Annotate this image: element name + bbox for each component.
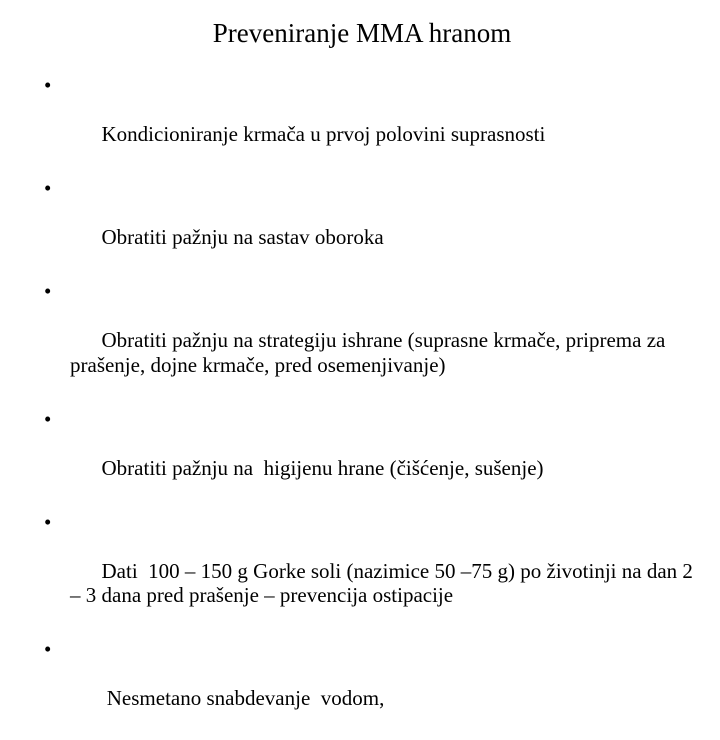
bullet-text: Kondicioniranje krmača u prvoj polovini suprasnosti: [101, 122, 546, 146]
bullet-item: [44, 73, 694, 171]
bullet-dot: •: [44, 176, 52, 200]
bullet-dot: •: [44, 73, 52, 97]
bullet-dot: •: [44, 279, 52, 303]
bullet-item: [44, 637, 694, 735]
bullet-dot: •: [44, 637, 52, 661]
bullet-text: Obratiti pažnju na sastav oboroka: [101, 225, 384, 249]
slide-title: Preveniranje MMA hranom: [212, 18, 512, 48]
bullet-dot: •: [44, 406, 52, 431]
bullet-text: Dati 100 – 150 g Gorke soli (nazimice 50 –75 g) po životinji na dan 2 – 3 dana pred prašenje – prevencija ostipacije: [70, 558, 699, 607]
bullet-list: [44, 73, 699, 740]
bullet-text: Obratiti pažnju na higijenu hrane (čišćenje, sušenje): [101, 455, 544, 480]
bullet-text: Nesmetano snabdevanje vodom,: [101, 686, 385, 710]
bullet-text: Obratiti pažnju na strategiju ishrane (suprasne krmače, priprema za prašenje, dojne krmače, pred osemenjivanje): [70, 328, 671, 377]
bullet-dot: •: [44, 509, 52, 534]
bullet-item: [44, 407, 694, 505]
bullet-item: [44, 176, 694, 274]
bullet-item: [44, 509, 699, 633]
bullet-item: [44, 279, 694, 402]
